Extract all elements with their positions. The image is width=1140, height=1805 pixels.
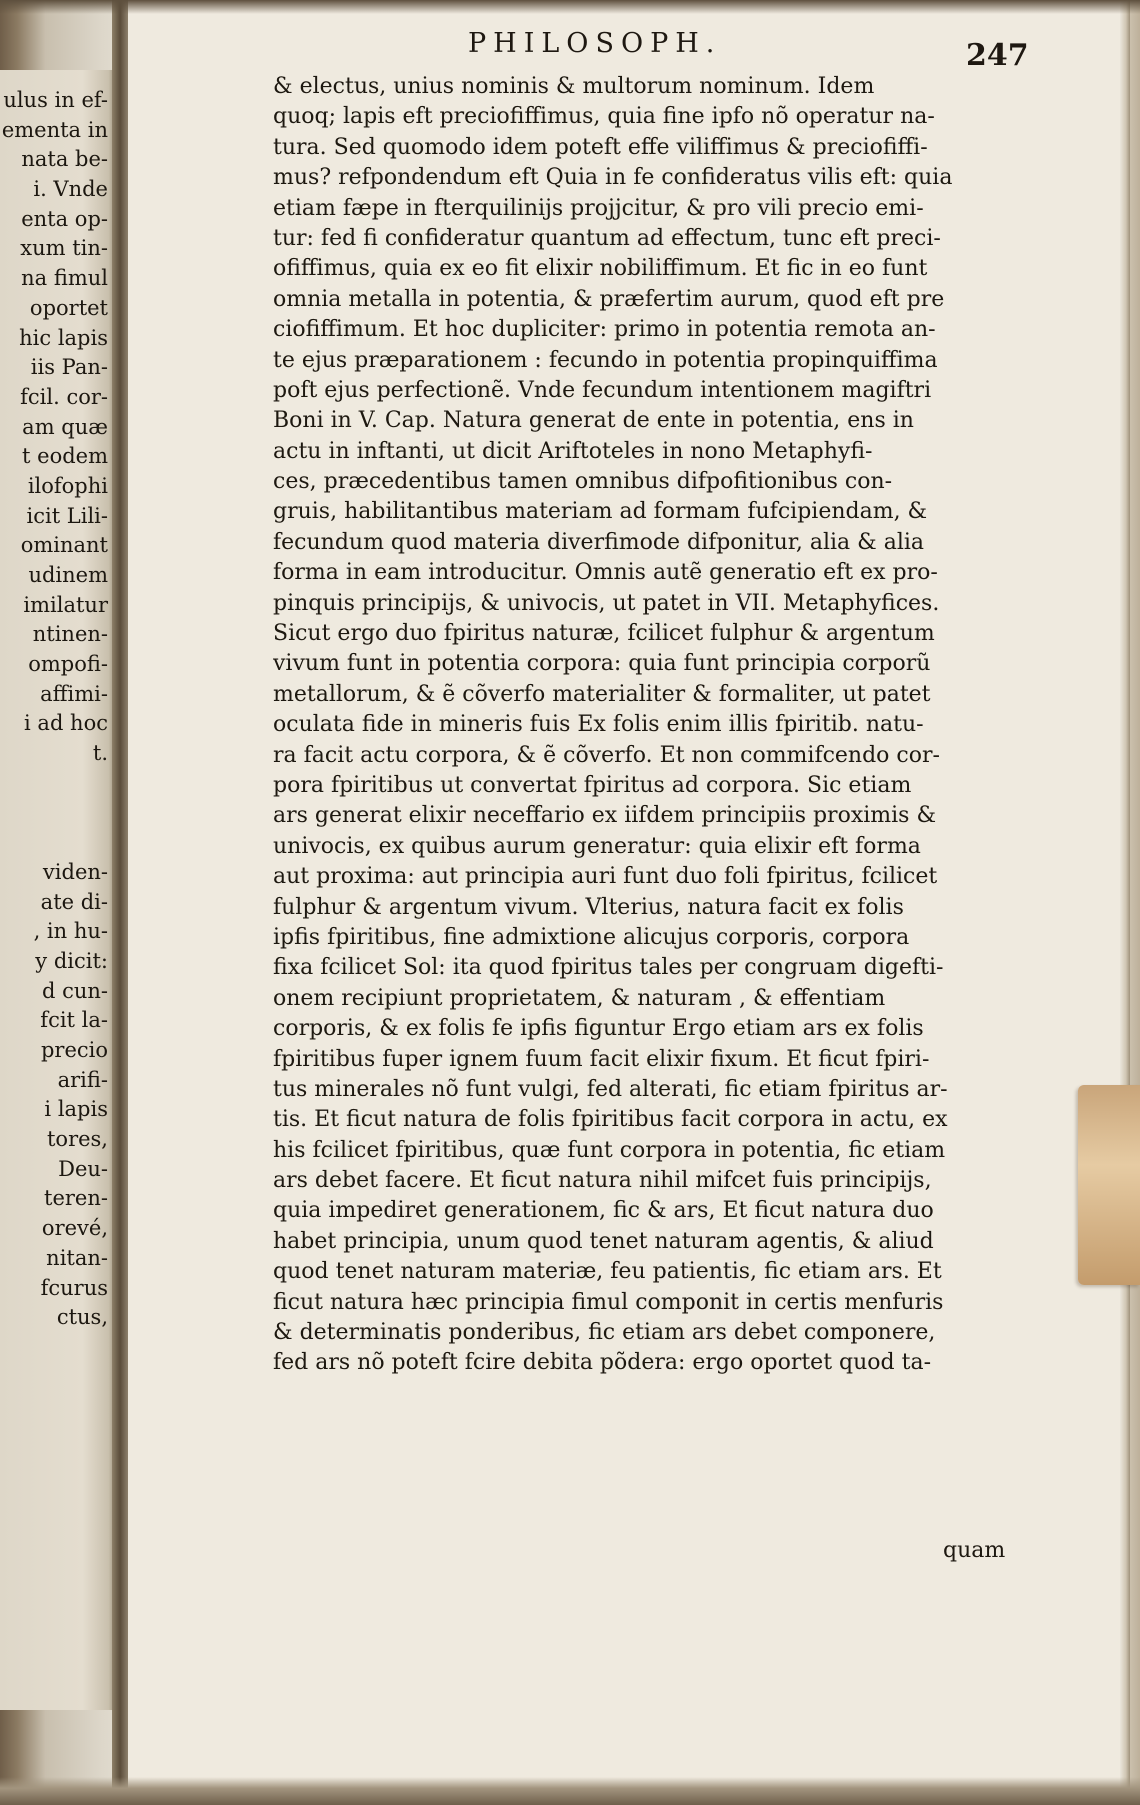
left-fragment-line: tores, [46,1127,108,1152]
text-line: tus minerales nõ funt vulgi, fed alterati, fic etiam fpiritus ar- [273,1076,948,1102]
left-fragment-line: fcil. cor- [20,384,108,409]
text-line: actu in inftanti, ut dicit Ariftoteles in nono Metaphyfi- [273,438,873,464]
text-line: omnia metalla in potentia, & præfertim aurum, quod eft pre [273,286,945,312]
text-line: te ejus præparationem : fecundo in potentia propinquiffima [273,347,938,373]
text-line: tis. Et ficut natura de folis fpiritibus facit corpora in actu, ex [273,1107,948,1133]
text-line: ars debet facere. Et ficut natura nihil mifcet fuis principijs, [273,1168,932,1194]
left-fragment-line [0,828,118,858]
text-line: Boni in V. Cap. Natura generat de ente in potentia, ens in [273,408,914,434]
text-line: ofiffimus, quia ex eo fit elixir nobiliffimum. Et fic in eo funt [273,256,928,282]
text-line: ces, præcedentibus tamen omnibus difpofitionibus con- [273,469,893,495]
left-fragment-line: ompofi- [28,652,108,677]
text-line: metallorum, & ẽ cõverfo materialiter & formaliter, ut patet [273,681,931,707]
left-fragment-line: ate di- [40,889,108,914]
text-line: etiam fæpe in fterquilinijs projjcitur, & pro vili precio emi- [273,195,924,221]
left-fragment-line: t eodem [22,444,108,469]
left-fragment-line: iis Pan- [30,355,108,380]
left-fragment-line [0,799,118,829]
left-fragment-line: viden- [42,859,108,884]
text-line: ficut natura hæc principia fimul componit in certis menfuris [273,1289,944,1315]
text-line: fed ars nõ poteft fcire debita põdera: ergo oportet quod ta- [273,1350,932,1376]
left-fragment-line: am quæ [22,414,108,439]
left-fragment-line: ntinen- [32,622,108,647]
text-line: his fcilicet fpiritibus, quæ funt corpora in potentia, fic etiam [273,1137,946,1163]
text-line: Sicut ergo duo fpiritus naturæ, fcilicet fulphur & argentum [273,621,935,647]
running-head: PHILOSOPH. [468,28,722,59]
text-line: pinquis principijs, & univocis, ut patet in VII. Metaphyfices. [273,590,940,616]
text-line: tura. Sed quomodo idem poteft effe viliffimus & preciofiffi- [273,134,928,160]
text-line: aut proxima: aut principia auri funt duo foli fpiritus, fcilicet [273,864,938,890]
left-margin-text [0,86,118,1333]
top-shadow [0,0,1140,14]
left-fragment-line: enta op- [21,206,108,231]
left-fragment-line: nitan- [46,1245,108,1270]
text-line: univocis, ex quibus aurum generatur: quia elixir eft forma [273,833,921,859]
left-fragment-line: icit Lili- [26,503,108,528]
text-line: fpiritibus fuper ignem fuum facit elixir fixum. Et ficut fpiri- [273,1046,930,1072]
left-fragment-line: t. [92,741,108,766]
text-line: quod tenet naturam materiæ, feu patientis, fic etiam ars. Et [273,1259,942,1285]
left-fragment-line: i ad hoc [24,711,108,736]
left-fragment-line: ilofophi [27,473,108,498]
left-fragment-line: fcit la- [40,1008,108,1033]
text-line: mus? refpondendum eft Quia in fe confideratus vilis eft: quia [273,165,953,191]
left-fragment-line: fcurus [40,1275,108,1300]
left-fragment-line: hic lapis [19,325,108,350]
left-fragment-line: affimi- [40,681,108,706]
text-line: & determinatis ponderibus, fic etiam ars debet componere, [273,1320,936,1346]
left-fragment-line: nata be- [21,147,108,172]
text-line: ra facit actu corpora, & ẽ cõverfo. Et non commifcendo cor- [273,742,940,768]
text-line: tur: fed fi confideratur quantum ad effectum, tunc eft preci- [273,225,941,251]
text-line: oculata fide in mineris fuis Ex folis enim illis fpiritib. natu- [273,712,924,738]
text-line: quoq; lapis eft preciofiffimus, quia fine ipfo nõ operatur na- [273,104,935,130]
left-fragment-line: Deu- [58,1156,108,1181]
left-fragment-line: imilatur [23,592,108,617]
left-fragment-line: teren- [44,1186,108,1211]
left-fragment-line: arifi- [57,1067,108,1092]
left-fragment-line: y dicit: [35,948,108,973]
bottom-edge [0,1777,1140,1805]
text-line: onem recipiunt proprietatem, & naturam , & effentiam [273,985,886,1011]
left-fragment-line: ctus, [56,1305,108,1330]
text-line: & electus, unius nominis & multorum nominum. Idem [273,74,875,99]
left-fragment-line: ominant [20,533,108,558]
text-line: ciofiffimum. Et hoc dupliciter: primo in potentia remota an- [273,317,936,343]
text-line: pora fpiritibus ut convertat fpiritus ad corpora. Sic etiam [273,772,912,798]
left-fragment-line: precio [40,1038,108,1062]
text-line: fecundum quod materia diverfimode difponitur, alia & alia [273,529,925,555]
page-number: 247 [966,38,1029,73]
left-fragment-line: udinem [28,563,108,587]
left-fragment-line: na fimul [21,266,108,291]
left-fragment-line: i lapis [44,1097,108,1122]
text-line: gruis, habilitantibus materiam ad formam fufcipiendam, & [273,499,928,525]
text-line: ipfis fpiritibus, fine admixtione alicujus corporis, corpora [273,924,910,950]
body-text [273,72,1025,1379]
left-fragment-line: ulus in ef- [3,88,108,112]
left-page-fragment [0,70,118,1710]
text-line: ars generat elixir neceffario ex iifdem principiis proximis & [273,803,937,829]
catchword: quam [943,1538,1006,1563]
text-line: fulphur & argentum vivum. Vlterius, natura facit ex folis [273,894,904,920]
text-line: corporis, & ex folis fe ipfis figuntur Ergo etiam ars ex folis [273,1016,924,1042]
left-fragment-line: xum tin- [20,236,108,261]
left-fragment-line: i. Vnde [33,177,108,202]
left-fragment-line [0,769,118,799]
left-fragment-line: d cun- [41,978,108,1003]
right-page [128,0,1130,1805]
left-fragment-line: , in hu- [33,919,108,944]
page-edge [1120,0,1130,1805]
text-line: fixa fcilicet Sol: ita quod fpiritus tales per congruam digefti- [273,955,944,981]
left-fragment-line: ementa in [1,117,108,142]
text-line: forma in eam introducitur. Omnis autẽ generatio eft ex pro- [273,560,938,586]
text-line: habet principia, unum quod tenet naturam agentis, & aliud [273,1228,934,1254]
text-line: poft ejus perfectionẽ. Vnde fecundum intentionem magiftri [273,377,932,403]
text-line: quia impediret generationem, fic & ars, Et ficut natura duo [273,1198,934,1224]
left-fragment-line: oportet [29,295,108,320]
left-fragment-line: orevé, [41,1216,108,1241]
bookmark-strip [1078,1085,1140,1285]
text-line: vivum funt in potentia corpora: quia funt principia corporũ [273,651,931,677]
